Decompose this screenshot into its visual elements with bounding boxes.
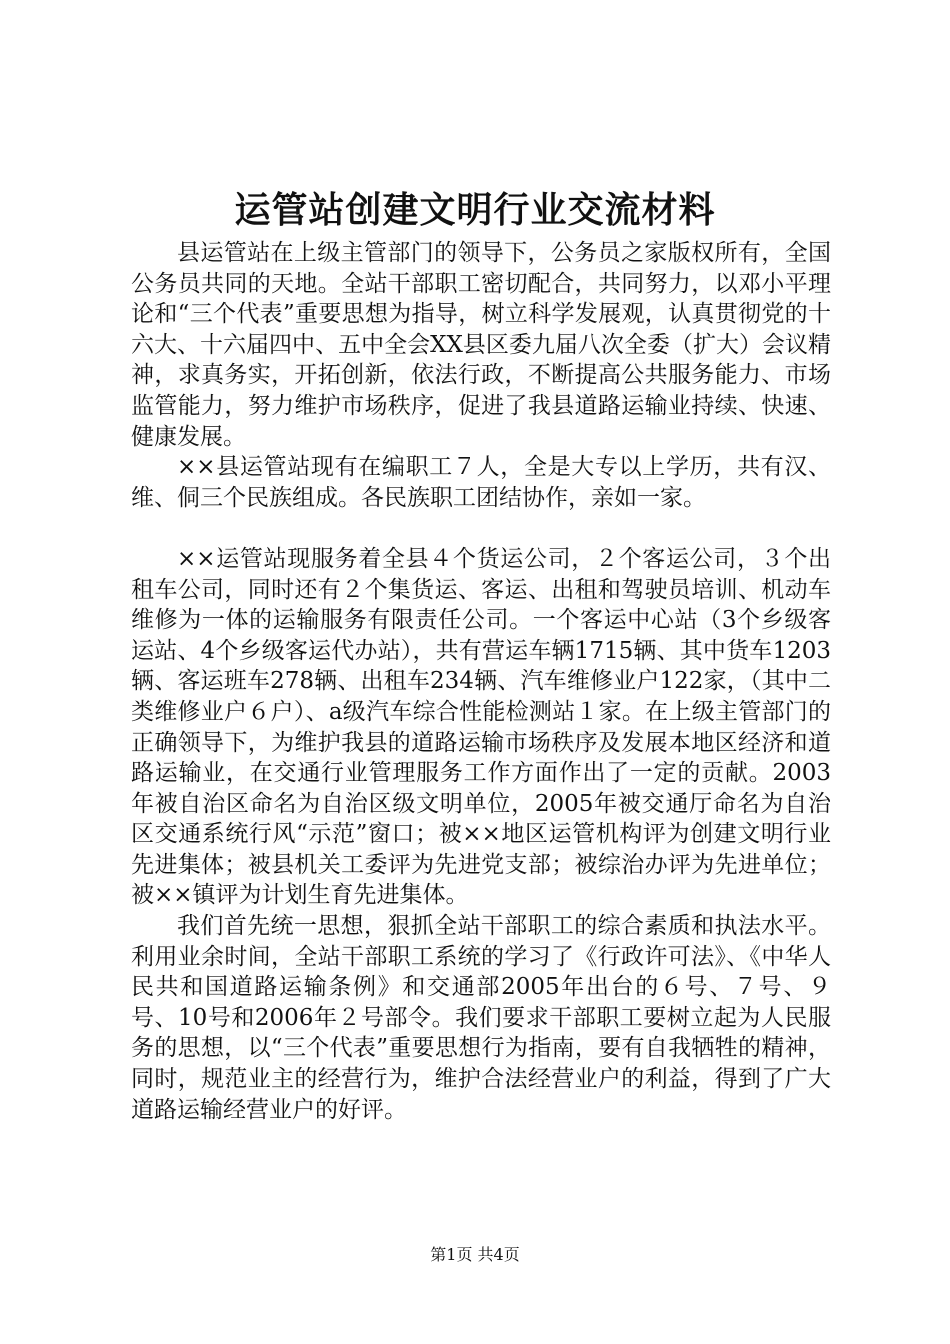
paragraph-training: 我们首先统一思想，狠抓全站干部职工的综合素质和执法水平。利用业余时间，全站干部职工系统的学习了《行政许可法》、《中华人民共和国道路运输条例》和交通部2005年出台的６号、７号、９号、10号和2006年２号部令。我们要求干部职工要树立起为人民服务的思想，以“三个代表”重要思想行为指南，要有自我牺牲的精神，同时，规范业主的经营行为，维护合法经营业户的利益，得到了广大道路运输经营业户的好评。 bbox=[131, 913, 831, 1123]
paragraph-services: ××运管站现服务着全县４个货运公司，２个客运公司，３个出租车公司，同时还有２个集货运、客运、出租和驾驶员培训、机动车维修为一体的运输服务有限责任公司。一个客运中心站（3个乡级客运站、4个乡级客运代办站），共有营运车辆1715辆、其中货车1203辆、客运班车278辆、出租车234辆、汽车维修业户122家，（其中二类维修业户６户）、a级汽车综合性能检测站１家。在上级主管部门的正确领导下，为维护我县的道路运输市场秩序及发展本地区经济和道路运输业，在交通行业管理服务工作方面作出了一定的贡献。2003年被自治区命名为自治区级文明单位，2005年被交通厅命名为自治区交通系统行风“示范”窗口；被××地区运管机构评为创建文明行业先进集体；被县机关工委评为先进党支部；被综治办评为先进单位；被××镇评为计划生育先进集体。 bbox=[131, 545, 831, 909]
paragraph-intro: 县运管站在上级主管部门的领导下，公务员之家版权所有，全国公务员共同的天地。全站干部职工密切配合，共同努力，以邓小平理论和“三个代表”重要思想为指导，树立科学发展观，认真贯彻党的十六大、十六届四中、五中全会XX县区委九届八次全委（扩大）会议精神，求真务实，开拓创新，依法行政，不断提高公共服务能力、市场监管能力，努力维护市场秩序，促进了我县道路运输业持续、快速、健康发展。 bbox=[131, 240, 831, 450]
document-body bbox=[131, 238, 831, 1125]
paragraph-staff: ××县运管站现有在编职工７人，全是大专以上学历，共有汉、维、侗三个民族组成。各民族职工团结协作，亲如一家。 bbox=[131, 454, 831, 511]
page-title: 运管站创建文明行业交流材料 bbox=[234, 189, 716, 231]
page-footer: 第1页 共4页 bbox=[430, 1245, 520, 1264]
